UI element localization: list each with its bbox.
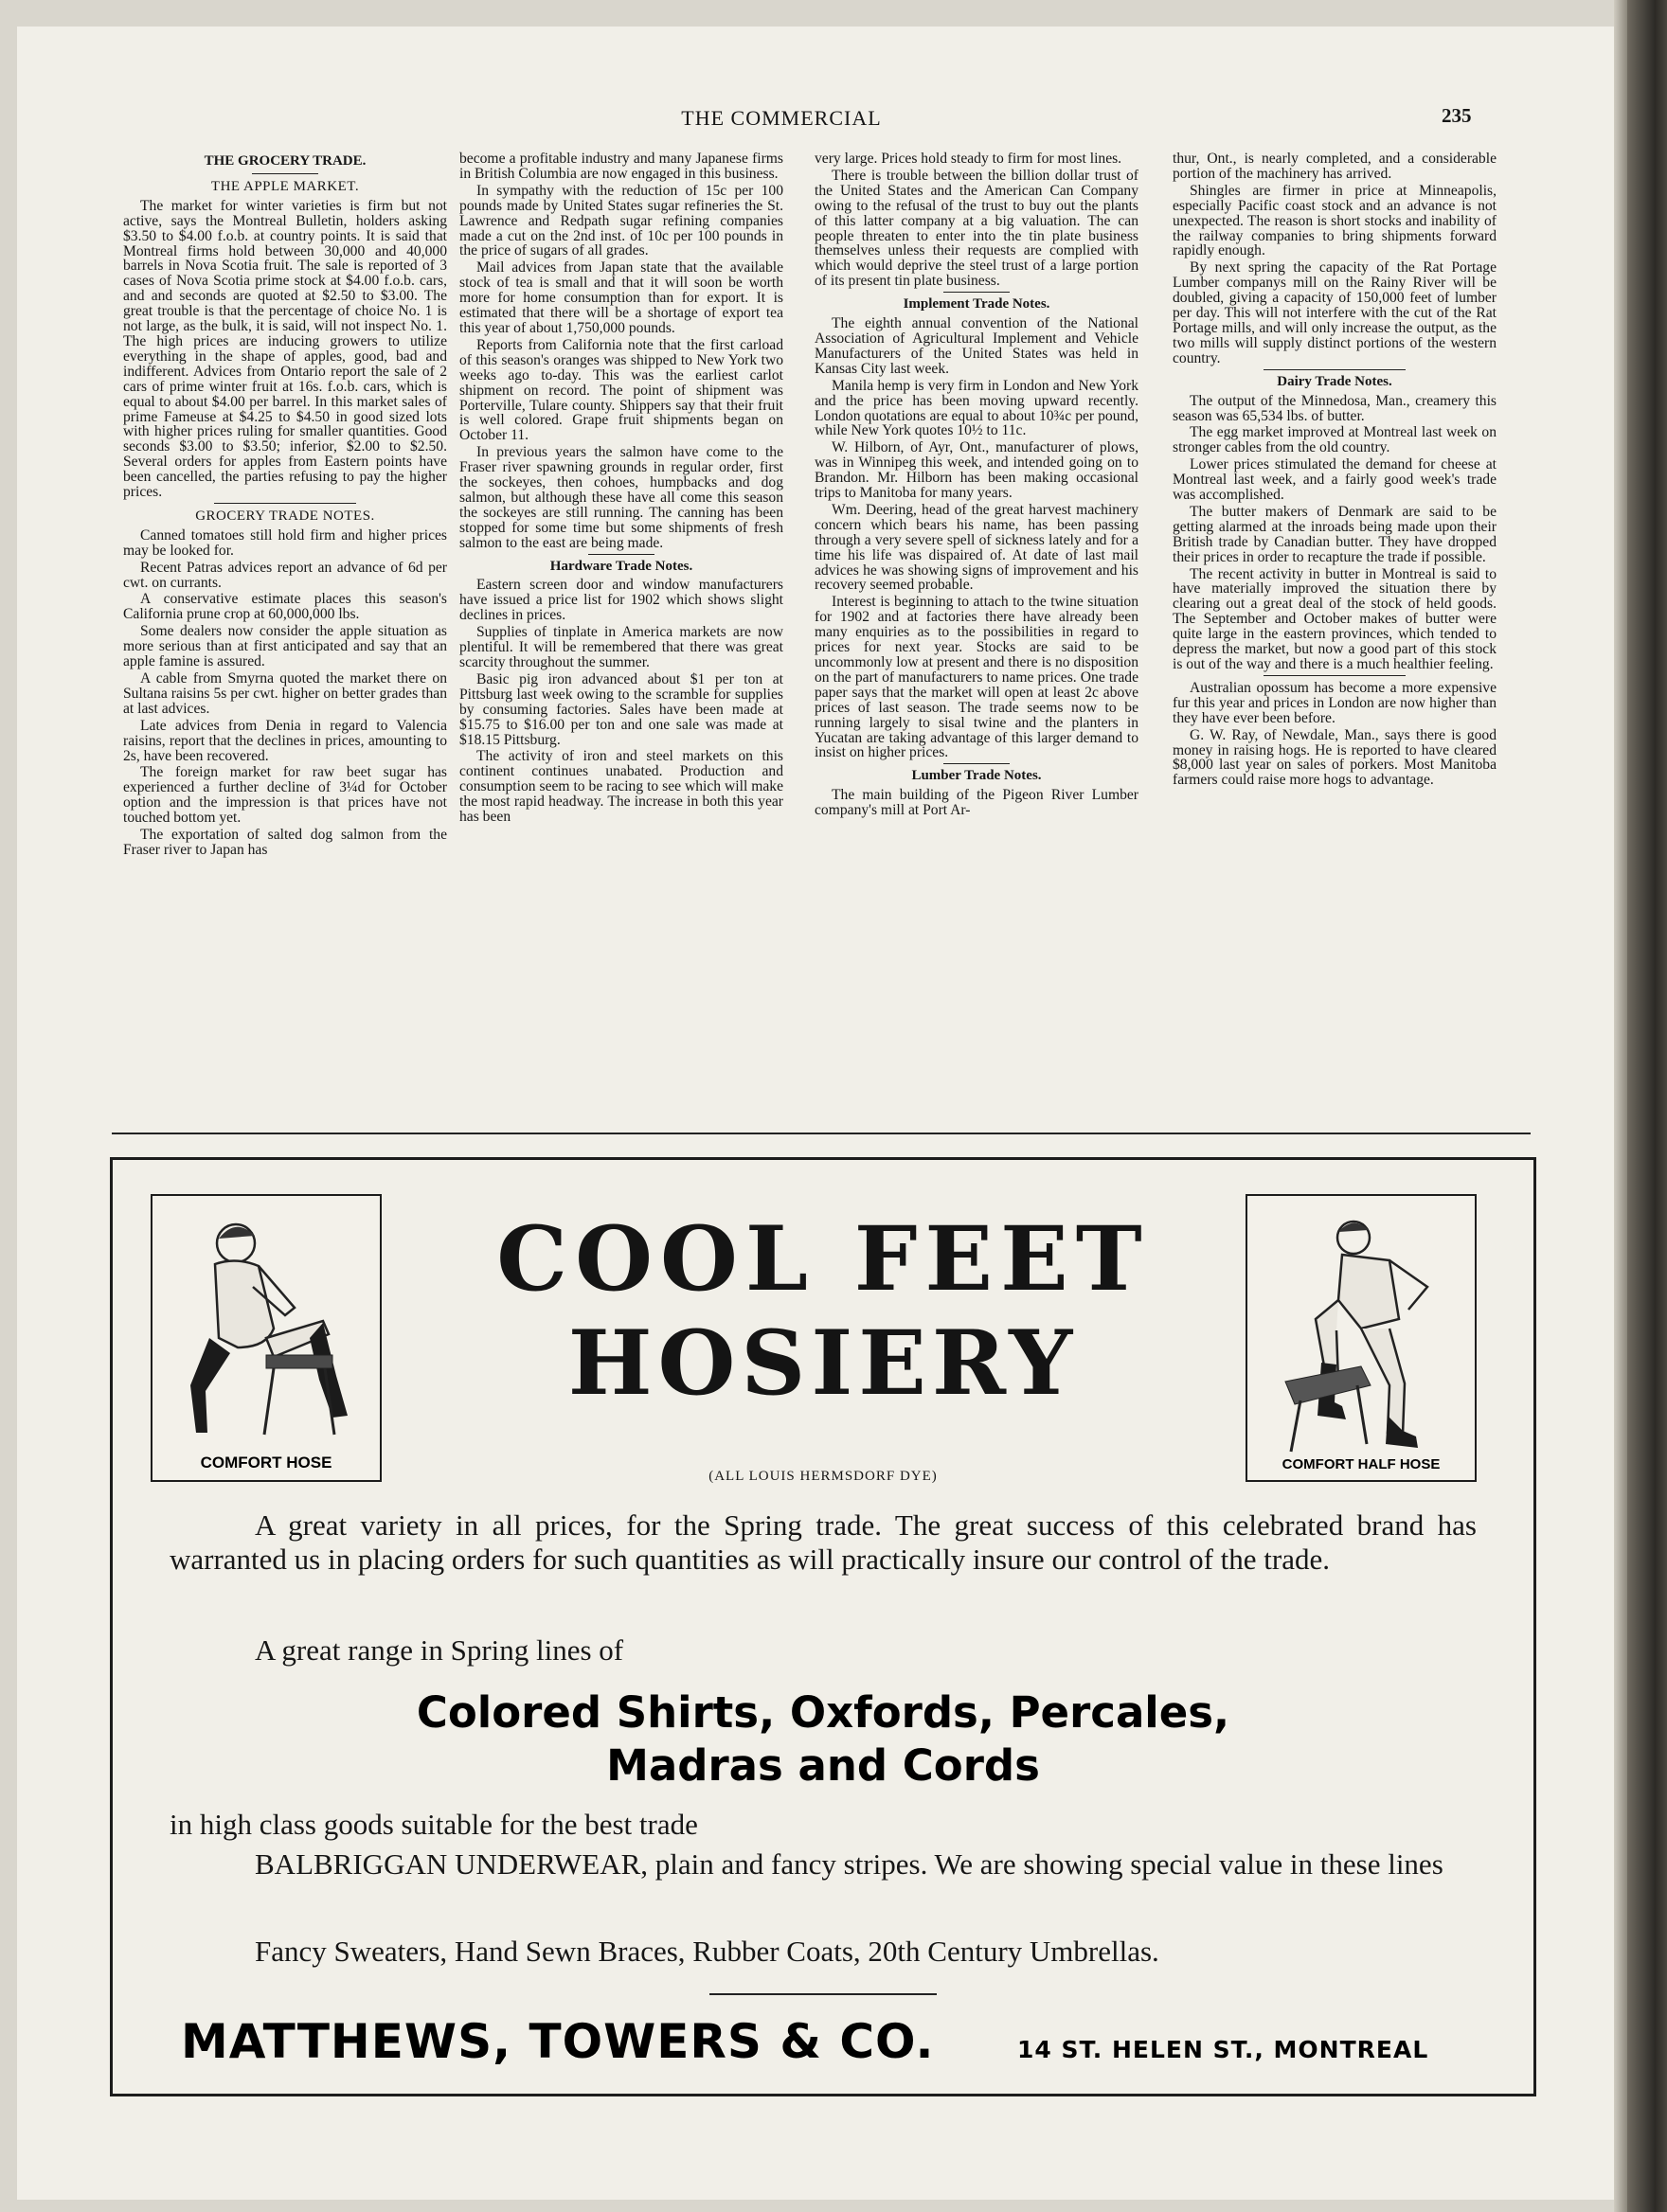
publication-title: THE COMMERCIAL [681,106,882,130]
article-paragraph: By next spring the capacity of the Rat Portage Lumber companys mill on the Rainy River will be doubled, giving a capacity of 150,000 feet of lumber per day. This will not interfere with the cut of the Rat Portage mills, and will only increase the output, as the two mills will supply distinct portions of the western country. [1173,259,1497,366]
divider [214,503,356,504]
subsection-heading: THE APPLE MARKET. [210,178,360,194]
ad-paragraph-range: A great range in Spring lines of [255,1633,624,1667]
article-paragraph: Some dealers now consider the apple situation as more serious than at first anticipated and say that an apple famine is assured. [123,623,447,670]
article-paragraph: A cable from Smyrna quoted the market there on Sultana raisins 5s per cwt. higher on better grades than at last advices. [123,670,447,717]
article-paragraph: The exportation of salted dog salmon from the Fraser river to Japan has [123,827,447,858]
article-paragraph: Late advices from Denia in regard to Valencia raisins, report that the declines in prices, amounting to 2s, have been recovered. [123,717,447,764]
section-heading: Hardware Trade Notes. [549,558,693,574]
article-paragraph: The butter makers of Denmark are said to be getting alarmed at the inroads being made upon their British trade by Canadian butter. They have dropped their prices in order to recapture the trade if possible. [1173,503,1497,565]
article-paragraph: become a profitable industry and many Japanese firms in British Columbia are now engaged in this business. [459,152,783,182]
divider [943,763,1010,764]
divider [1264,675,1406,676]
section-heading: Lumber Trade Notes. [911,768,1042,784]
book-binding [1627,0,1667,2212]
ad-divider [709,1993,937,1995]
section-heading: THE GROCERY TRADE. [204,153,367,169]
left-caption: COMFORT HOSE [200,1454,332,1472]
column-2 [459,152,783,1117]
headline-cool-feet: COOL FEET [496,1207,1150,1311]
hosiery-advertisement [110,1157,1536,2096]
article-paragraph: thur, Ont., is nearly completed, and a considerable portion of the machinery has arrived. [1173,152,1497,182]
article-paragraph: The output of the Minnedosa, Man., creamery this season was 65,534 lbs. of butter. [1173,392,1497,424]
right-caption: COMFORT HALF HOSE [1282,1456,1441,1472]
article-paragraph: W. Hilborn, of Ayr, Ont., manufacturer of plows, was in Winnipeg this week, and intended going on to Brandon. Mr. Hilborn has been making occasional trips to Manitoba for many years. [815,439,1138,502]
article-paragraph: Australian opossum has become a more expensive fur this year and prices in London are now higher than they have ever been before. [1173,679,1497,726]
article-paragraph: The market for winter varieties is firm but not active, says the Montreal Bulletin, holders asking $3.50 to $4.00 f.o.b. at country points. It is said that Montreal firms hold between 30,000 and 40,000 barrels in Nova Scotia fruit. The sale is reported of 3 cases of Nova Scotia prime stock at $4.00 f.o.b. cars, and and seconds are quoted at $2.50 to $3.00. The great trouble is that the percentage of choice No. 1 is not large, as the bulk, it is said, will not inspect No. 1. The high prices are inducing growers to utilize everything in the shape of apples, good, bad and indifferent. Advices from Ontario report the sale of 2 cars of prime winter fruit at 16s. f.o.b. cars, which is equal to about $4.00 per barrel. In this market sales of prime Fameuse at $4.25 to $4.50 in good sized lots with higher prices ruling for smaller quantities. Good seconds $3.00 to $3.50; inferior, $2.00 to $2.50. Several orders for apples from Eastern points have been cancelled, the parties refusing to pay the higher prices. [123,197,447,501]
ad-paragraph-balbriggan: BALBRIGGAN UNDERWEAR, plain and fancy stripes. We are showing special value in these lines [255,1847,1443,1881]
firm-address: 14 ST. HELEN ST., MONTREAL [1017,2036,1429,2063]
divider [943,292,1010,293]
article-paragraph: Mail advices from Japan state that the available stock of tea is small and that it will soon be worth more for home consumption than for export. It is estimated that there will be a shortage of export tea this year of about 1,750,000 pounds. [459,259,783,336]
article-paragraph: There is trouble between the billion dollar trust of the United States and the American Can Company owing to the refusal of the trust to buy out the plants of this latter company at a big valuation. The can people threaten to enter into the tin plate business themselves unless their requests are complied with which would deprive the steel trust of a large portion of its present tin plate business. [815,167,1138,290]
article-paragraph: very large. Prices hold steady to firm for most lines. [815,152,1122,167]
article-paragraph: In previous years the salmon have come to the Fraser river spawning grounds in regular order, first the sockeyes, then cohoes, humpbacks and dog salmon, but although these have all come this season the sockeyes are still running. The canning has been stopped for some time but some shipments of fresh salmon to the east are being made. [459,444,783,551]
column-4 [1173,152,1497,1117]
page-edge [1614,0,1627,2212]
divider [1264,369,1406,370]
article-paragraph: Basic pig iron advanced about $1 per ton at Pittsburg last week owing to the scramble for supplies by consuming factories. Sales have been made at $15.75 to $16.00 per ton and one sale was made at $18.15 Pittsburg. [459,670,783,748]
article-paragraph: The recent activity in butter in Montreal is said to have materially improved the situation there by clearing out a great deal of the stock of held goods. The September and October makes of butter were quite large in the eastern provinces, which tended to depress the market, but now a good part of this stock is out of the way and there is a much healthier feeling. [1173,565,1497,672]
article-paragraph: Lower prices stimulated the demand for cheese at Montreal last week, and a fairly good week's trade was accomplished. [1173,456,1497,504]
dye-note: (ALL LOUIS HERMSDORF DYE) [708,1469,938,1484]
column-1 [123,152,447,1117]
ad-bold-line-2: Madras and Cords [606,1740,1040,1791]
article-paragraph: In sympathy with the reduction of 15c per 100 pounds made by United States sugar refineries the St. Lawrence and Redpath sugar refining companies made a cut on the 2nd inst. of 10c per 100 pounds in the price of sugars of all grades. [459,182,783,259]
article-paragraph: The egg market improved at Montreal last week on stronger cables from the old country. [1173,424,1497,456]
divider [252,173,318,174]
comfort-half-hose-illustration [1246,1194,1477,1482]
firm-name: MATTHEWS, TOWERS & CO. [181,2014,935,2069]
column-3 [815,152,1138,1117]
article-paragraph: Eastern screen door and window manufacturers have issued a price list for 1902 which shows slight declines in prices. [459,577,783,624]
article-paragraph: Supplies of tinplate in America markets are now plentiful. It will be remembered that there was great scarcity throughout the summer. [459,624,783,670]
page-separator-rule [112,1133,1531,1134]
comfort-hose-illustration [151,1194,382,1482]
headline-hosiery: HOSIERY [567,1311,1079,1416]
article-paragraph: Reports from California note that the first carload of this season's oranges was shipped to New York two weeks ago to-day. This was the earliest carlot shipment on record. The point of shipment was Porterville, Tulare county. Shippers say that their fruit is well colored. Grape fruit shipments began on October 11. [459,336,783,444]
section-heading: Implement Trade Notes. [903,296,1050,312]
ad-paragraph-sweaters: Fancy Sweaters, Hand Sewn Braces, Rubber Coats, 20th Century Umbrellas. [255,1935,1159,1968]
ad-bold-line-1: Colored Shirts, Oxfords, Percales, [416,1687,1230,1738]
article-paragraph: The activity of iron and steel markets on this continent continues unabated. Production and consumption seem to be racing to see which will make the most rapid headway. The increase in both this year has been [459,748,783,826]
article-paragraph: The main building of the Pigeon River Lumber company's mill at Port Ar- [815,787,1138,819]
section-heading: Dairy Trade Notes. [1277,373,1392,389]
article-paragraph: The eighth annual convention of the National Association of Agricultural Implement and Vehicle Manufacturers of the United States was held in Kansas City last week. [815,315,1138,377]
subsection-heading: GROCERY TRADE NOTES. [195,508,375,524]
article-paragraph: G. W. Ray, of Newdale, Man., says there is good money in raising hogs. He is reported to have cleared $8,000 last year on sales of porkers. Most Manitoba farmers could raise more hogs to advantage. [1173,726,1497,789]
article-paragraph: Canned tomatoes still hold firm and higher prices may be looked for. [123,526,447,559]
woman-seated-stocking-icon [152,1196,380,1480]
ad-paragraph-variety: A great variety in all prices, for the Spring trade. The great success of this celebrated brand has warranted us in placing orders for such quantities as will practically insure our control of the trade. [170,1508,1477,1576]
article-paragraph: Recent Patras advices report an advance of 6d per cwt. on currants. [123,559,447,591]
man-pulling-sock-icon [1247,1196,1475,1480]
article-paragraph: The foreign market for raw beet sugar has experienced a further decline of 3¼d for October option and the impression is that prices have not touched bottom yet. [123,764,447,827]
divider [588,554,654,555]
article-paragraph: Wm. Deering, head of the great harvest machinery concern which bears his name, has been passing through a very severe spell of sickness lately and for a time his life was dispaired of. At date of last mail advices he was showing signs of improvement and his recovery seemed probable. [815,501,1138,594]
article-paragraph: Shingles are firmer in price at Minneapolis, especially Pacific coast stock and an advance is not unexpected. The reason is short stocks and inability of the railway companies to bring shipments forward rapidly enough. [1173,182,1497,259]
article-paragraph: Manila hemp is very firm in London and New York and the price has been moving upward recently. London quotations are equal to about 10¾c per pound, while New York quotes 10½ to 11c. [815,377,1138,439]
article-paragraph: A conservative estimate places this season's California prune crop at 60,000,000 lbs. [123,591,447,623]
article-paragraph: Interest is beginning to attach to the twine situation for 1902 and at factories there have already been many enquiries as to the possibilities in regard to prices for next year. Stocks are said to be uncommonly low at present and there is no disposition on the part of manufacturers to name prices. One trade paper says that the market will open at least 2c above prices of last season. The trade seems now to be running largely to sisal twine and the planters in Yucatan are taking advantage of this larger demand to insist on higher prices. [815,594,1138,761]
page-number: 235 [1442,104,1472,127]
ad-paragraph-quality: in high class goods suitable for the best trade [170,1808,698,1841]
